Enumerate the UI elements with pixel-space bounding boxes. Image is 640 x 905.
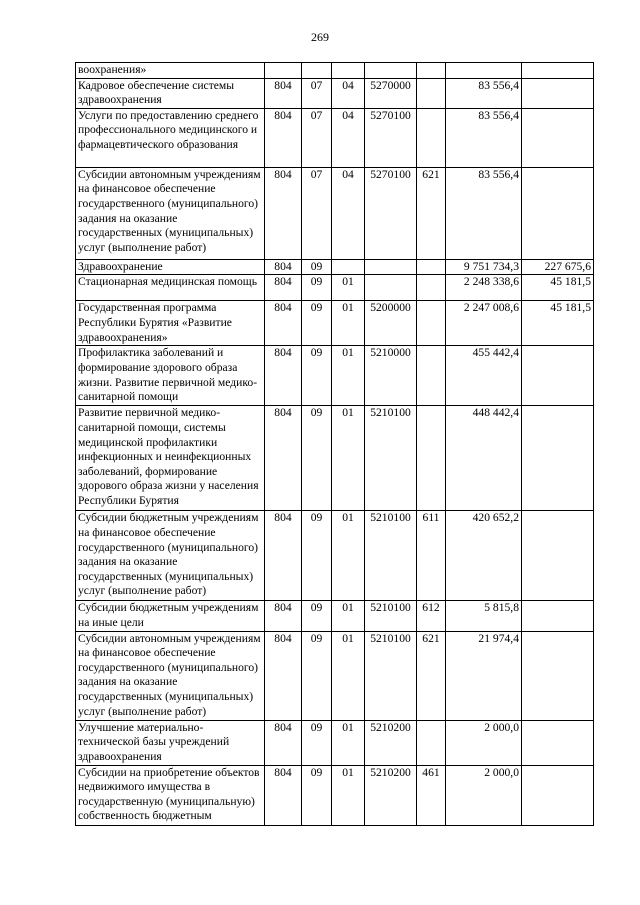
amount-extra xyxy=(522,406,594,511)
amount-total: 420 652,2 xyxy=(446,511,522,601)
row-name: Стационарная медицинская помощь xyxy=(76,275,265,301)
expense-type-code xyxy=(417,259,446,275)
amount-extra xyxy=(522,720,594,765)
target-article-code: 5210000 xyxy=(365,346,417,406)
target-article-code: 5210200 xyxy=(365,720,417,765)
subsection-code: 01 xyxy=(332,720,365,765)
expense-type-code xyxy=(417,78,446,108)
target-article-code: 5270100 xyxy=(365,167,417,259)
amount-extra xyxy=(522,765,594,825)
table-row xyxy=(76,108,594,167)
ved-code: 804 xyxy=(265,406,302,511)
section-code: 07 xyxy=(302,78,332,108)
ved-code: 804 xyxy=(265,631,302,720)
section-code: 09 xyxy=(302,275,332,301)
expense-type-code xyxy=(417,720,446,765)
target-article-code: 5210200 xyxy=(365,765,417,825)
amount-extra xyxy=(522,63,594,79)
table-row xyxy=(76,631,594,720)
table-row xyxy=(76,275,594,301)
section-code: 09 xyxy=(302,301,332,346)
row-name: Профилактика заболеваний и формирование здорового образа жизни. Развитие первичной медико-санитарной помощи xyxy=(76,346,265,406)
expense-type-code: 461 xyxy=(417,765,446,825)
ved-code xyxy=(265,63,302,79)
row-name: Государственная программа Республики Бурятия «Развитие здравоохранения» xyxy=(76,301,265,346)
row-name: Субсидии бюджетным учреждениям на иные цели xyxy=(76,601,265,631)
target-article-code: 5210100 xyxy=(365,631,417,720)
table-row xyxy=(76,167,594,259)
row-name: Улучшение материально-технической базы учреждений здравоохранения xyxy=(76,720,265,765)
subsection-code: 04 xyxy=(332,167,365,259)
target-article-code: 5270100 xyxy=(365,108,417,167)
ved-code: 804 xyxy=(265,601,302,631)
amount-extra xyxy=(522,167,594,259)
amount-extra: 227 675,6 xyxy=(522,259,594,275)
amount-total xyxy=(446,63,522,79)
amount-total: 5 815,8 xyxy=(446,601,522,631)
amount-total: 2 000,0 xyxy=(446,765,522,825)
target-article-code: 5210100 xyxy=(365,601,417,631)
amount-extra xyxy=(522,108,594,167)
table-row xyxy=(76,406,594,511)
section-code: 09 xyxy=(302,511,332,601)
row-name: Субсидии на приобретение объектов недвижимого имущества в государственную (муниципальную) собственность бюджетным xyxy=(76,765,265,825)
section-code: 09 xyxy=(302,631,332,720)
amount-total: 83 556,4 xyxy=(446,167,522,259)
expense-type-code xyxy=(417,108,446,167)
row-name: Развитие первичной медико-санитарной помощи, системы медицинской профилактики инфекционных и неинфекционных заболеваний, формирование здорового образа жизни у населения Республики Бурятия xyxy=(76,406,265,511)
subsection-code: 01 xyxy=(332,765,365,825)
table-row xyxy=(76,346,594,406)
section-code: 09 xyxy=(302,601,332,631)
row-name: Услуги по предоставлению среднего профессионального медицинского и фармацевтического образования xyxy=(76,108,265,167)
table-row xyxy=(76,511,594,601)
amount-extra xyxy=(522,631,594,720)
section-code: 09 xyxy=(302,406,332,511)
ved-code: 804 xyxy=(265,108,302,167)
amount-total: 2 000,0 xyxy=(446,720,522,765)
expense-type-code xyxy=(417,301,446,346)
expense-type-code: 612 xyxy=(417,601,446,631)
amount-total: 83 556,4 xyxy=(446,108,522,167)
amount-extra xyxy=(522,511,594,601)
amount-total: 2 248 338,6 xyxy=(446,275,522,301)
amount-total: 2 247 008,6 xyxy=(446,301,522,346)
ved-code: 804 xyxy=(265,720,302,765)
target-article-code: 5210100 xyxy=(365,511,417,601)
section-code xyxy=(302,63,332,79)
subsection-code: 01 xyxy=(332,275,365,301)
expense-type-code: 621 xyxy=(417,631,446,720)
amount-extra xyxy=(522,78,594,108)
ved-code: 804 xyxy=(265,275,302,301)
ved-code: 804 xyxy=(265,78,302,108)
expense-type-code xyxy=(417,406,446,511)
target-article-code: 5270000 xyxy=(365,78,417,108)
table-row xyxy=(76,601,594,631)
ved-code: 804 xyxy=(265,259,302,275)
target-article-code xyxy=(365,259,417,275)
ved-code: 804 xyxy=(265,765,302,825)
target-article-code xyxy=(365,63,417,79)
subsection-code: 04 xyxy=(332,78,365,108)
subsection-code xyxy=(332,259,365,275)
row-name: Субсидии автономным учреждениям на финансовое обеспечение государственного (муниципального) задания на оказание государственных (муниципальных) услуг (выполнение работ) xyxy=(76,167,265,259)
ved-code: 804 xyxy=(265,167,302,259)
section-code: 07 xyxy=(302,167,332,259)
target-article-code: 5210100 xyxy=(365,406,417,511)
table-row xyxy=(76,259,594,275)
ved-code: 804 xyxy=(265,346,302,406)
subsection-code: 01 xyxy=(332,601,365,631)
amount-extra xyxy=(522,601,594,631)
row-name: Кадровое обеспечение системы здравоохранения xyxy=(76,78,265,108)
subsection-code: 01 xyxy=(332,631,365,720)
section-code: 07 xyxy=(302,108,332,167)
subsection-code: 01 xyxy=(332,301,365,346)
section-code: 09 xyxy=(302,346,332,406)
section-code: 09 xyxy=(302,259,332,275)
expense-type-code xyxy=(417,275,446,301)
ved-code: 804 xyxy=(265,511,302,601)
expense-type-code: 611 xyxy=(417,511,446,601)
target-article-code: 5200000 xyxy=(365,301,417,346)
row-name: Субсидии бюджетным учреждениям на финансовое обеспечение государственного (муниципального) задания на оказание государственных (муниципальных) услуг (выполнение работ) xyxy=(76,511,265,601)
expense-type-code: 621 xyxy=(417,167,446,259)
section-code: 09 xyxy=(302,720,332,765)
amount-total: 455 442,4 xyxy=(446,346,522,406)
amount-total: 83 556,4 xyxy=(446,78,522,108)
subsection-code: 01 xyxy=(332,346,365,406)
amount-extra: 45 181,5 xyxy=(522,301,594,346)
amount-total: 9 751 734,3 xyxy=(446,259,522,275)
subsection-code: 01 xyxy=(332,511,365,601)
row-name: воохранения» xyxy=(76,63,265,79)
table-row xyxy=(76,720,594,765)
amount-total: 21 974,4 xyxy=(446,631,522,720)
ved-code: 804 xyxy=(265,301,302,346)
section-code: 09 xyxy=(302,765,332,825)
expense-type-code xyxy=(417,63,446,79)
table-row xyxy=(76,765,594,825)
expense-type-code xyxy=(417,346,446,406)
subsection-code: 04 xyxy=(332,108,365,167)
page-number: 269 xyxy=(311,30,329,44)
table-row xyxy=(76,301,594,346)
amount-extra xyxy=(522,346,594,406)
amount-extra: 45 181,5 xyxy=(522,275,594,301)
amount-total: 448 442,4 xyxy=(446,406,522,511)
table-row xyxy=(76,63,594,79)
row-name: Субсидии автономным учреждениям на финансовое обеспечение государственного (муниципального) задания на оказание государственных (муниципальных) услуг (выполнение работ) xyxy=(76,631,265,720)
subsection-code: 01 xyxy=(332,406,365,511)
subsection-code xyxy=(332,63,365,79)
target-article-code xyxy=(365,275,417,301)
budget-table xyxy=(75,62,594,826)
row-name: Здравоохранение xyxy=(76,259,265,275)
table-row xyxy=(76,78,594,108)
